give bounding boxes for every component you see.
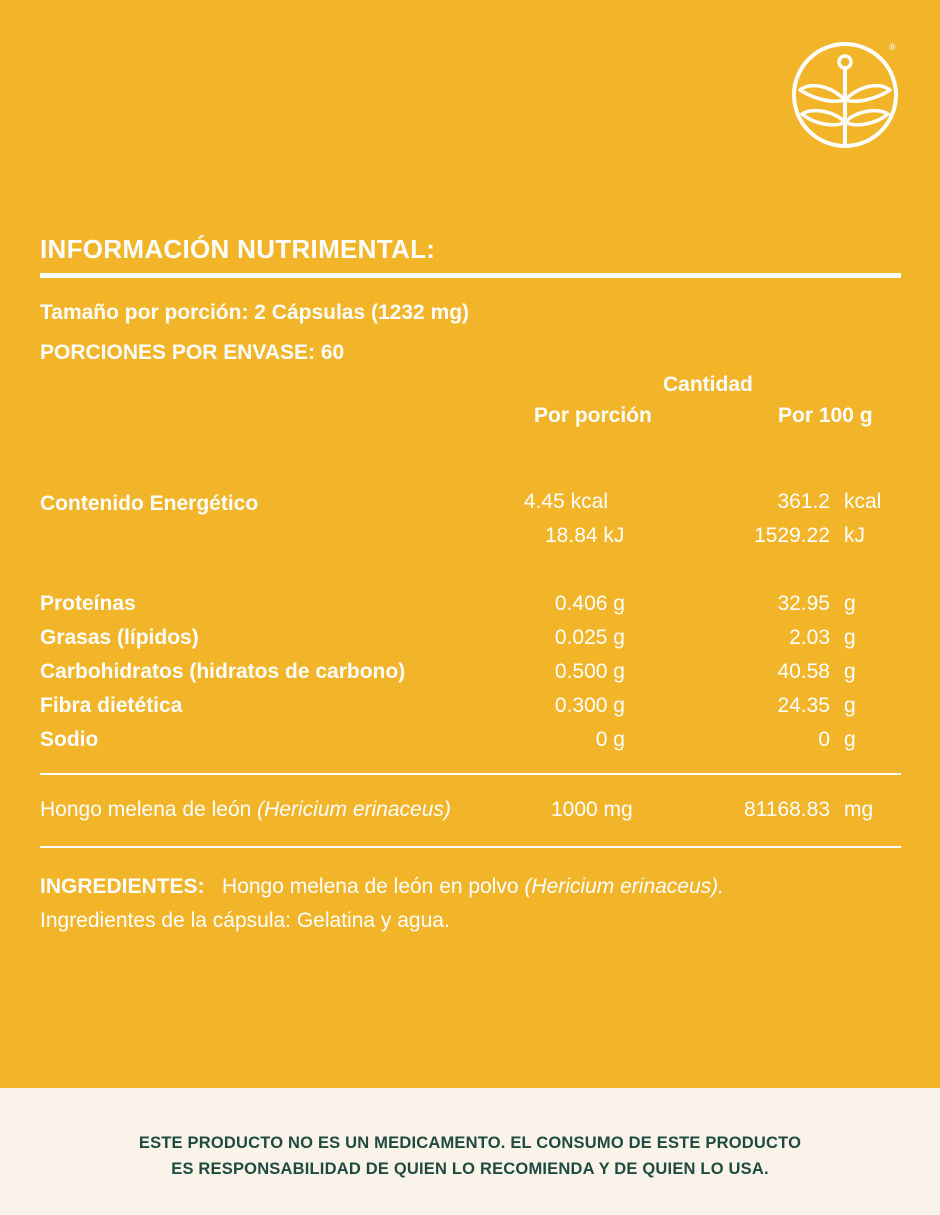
nutrient-label: Proteínas xyxy=(40,592,136,615)
nutrients-divider xyxy=(40,773,901,775)
nutrient-unit: g xyxy=(844,728,856,751)
nutrient-unit: g xyxy=(844,660,856,683)
active-per-100g: 81168.83 xyxy=(743,798,830,821)
nutrient-per-100g: 0 xyxy=(818,728,830,751)
ingredients-line: INGREDIENTES: Hongo melena de león en polvo (Hericium erinaceus). xyxy=(40,875,724,898)
per-100g-header: Por 100 g xyxy=(778,404,873,427)
nutrient-per-serving: 0 g xyxy=(595,728,625,751)
nutrient-per-serving: 0.406 g xyxy=(554,592,625,615)
nutrient-unit: g xyxy=(844,694,856,717)
disclaimer-text: ESTE PRODUCTO NO ES UN MEDICAMENTO. EL CONSUMO DE ESTE PRODUCTO ES RESPONSABILIDAD DE QUIEN LO RECOMIENDA Y DE QUIEN LO USA. xyxy=(138,1134,802,1178)
nutrient-label: Fibra dietética xyxy=(40,694,183,717)
nutrient-per-100g: 32.95 xyxy=(777,592,830,615)
page-title: INFORMACIÓN NUTRIMENTAL: xyxy=(40,234,436,264)
nutrient-per-serving: 0.025 g xyxy=(554,626,625,649)
servings-per-container: PORCIONES POR ENVASE: 60 xyxy=(40,341,345,364)
active-unit: mg xyxy=(844,798,874,821)
registered-mark: ® xyxy=(889,42,896,52)
energy-label: Contenido Energético xyxy=(40,492,259,515)
capsule-ingredients: Ingredientes de la cápsula: Gelatina y agua. xyxy=(40,909,450,932)
nutrient-per-100g: 40.58 xyxy=(777,660,830,683)
nutrient-per-100g: 24.35 xyxy=(777,694,830,717)
nutrient-per-100g: 2.03 xyxy=(789,626,830,649)
energy-kj-serving: 18.84 kJ xyxy=(545,524,625,547)
nutrient-unit: g xyxy=(844,626,856,649)
nutrient-per-serving: 0.300 g xyxy=(554,694,625,717)
nutrient-unit: g xyxy=(844,592,856,615)
nutrient-per-serving: 0.500 g xyxy=(554,660,625,683)
energy-kj-unit: kJ xyxy=(844,524,865,547)
active-divider xyxy=(40,846,901,848)
nutrient-label: Carbohidratos (hidratos de carbono) xyxy=(40,660,406,683)
plant-circle-logo-icon xyxy=(790,40,900,150)
active-ingredient-label: Hongo melena de león (Hericium erinaceus) xyxy=(40,798,451,821)
active-per-serving: 1000 mg xyxy=(551,798,633,821)
title-divider xyxy=(40,273,901,278)
serving-size: Tamaño por porción: 2 Cápsulas (1232 mg) xyxy=(40,301,470,324)
nutrient-label: Sodio xyxy=(40,728,99,751)
energy-kcal-unit: kcal xyxy=(844,490,882,513)
energy-kj-100g: 1529.22 xyxy=(754,524,830,547)
energy-kcal-serving: 4.45 kcal xyxy=(523,490,608,513)
quantity-header: Cantidad xyxy=(663,373,753,396)
energy-kcal-100g: 361.2 xyxy=(777,490,830,513)
ingredients-heading: INGREDIENTES: xyxy=(40,875,205,898)
nutrient-label: Grasas (lípidos) xyxy=(40,626,199,649)
per-serving-header: Por porción xyxy=(534,404,652,427)
